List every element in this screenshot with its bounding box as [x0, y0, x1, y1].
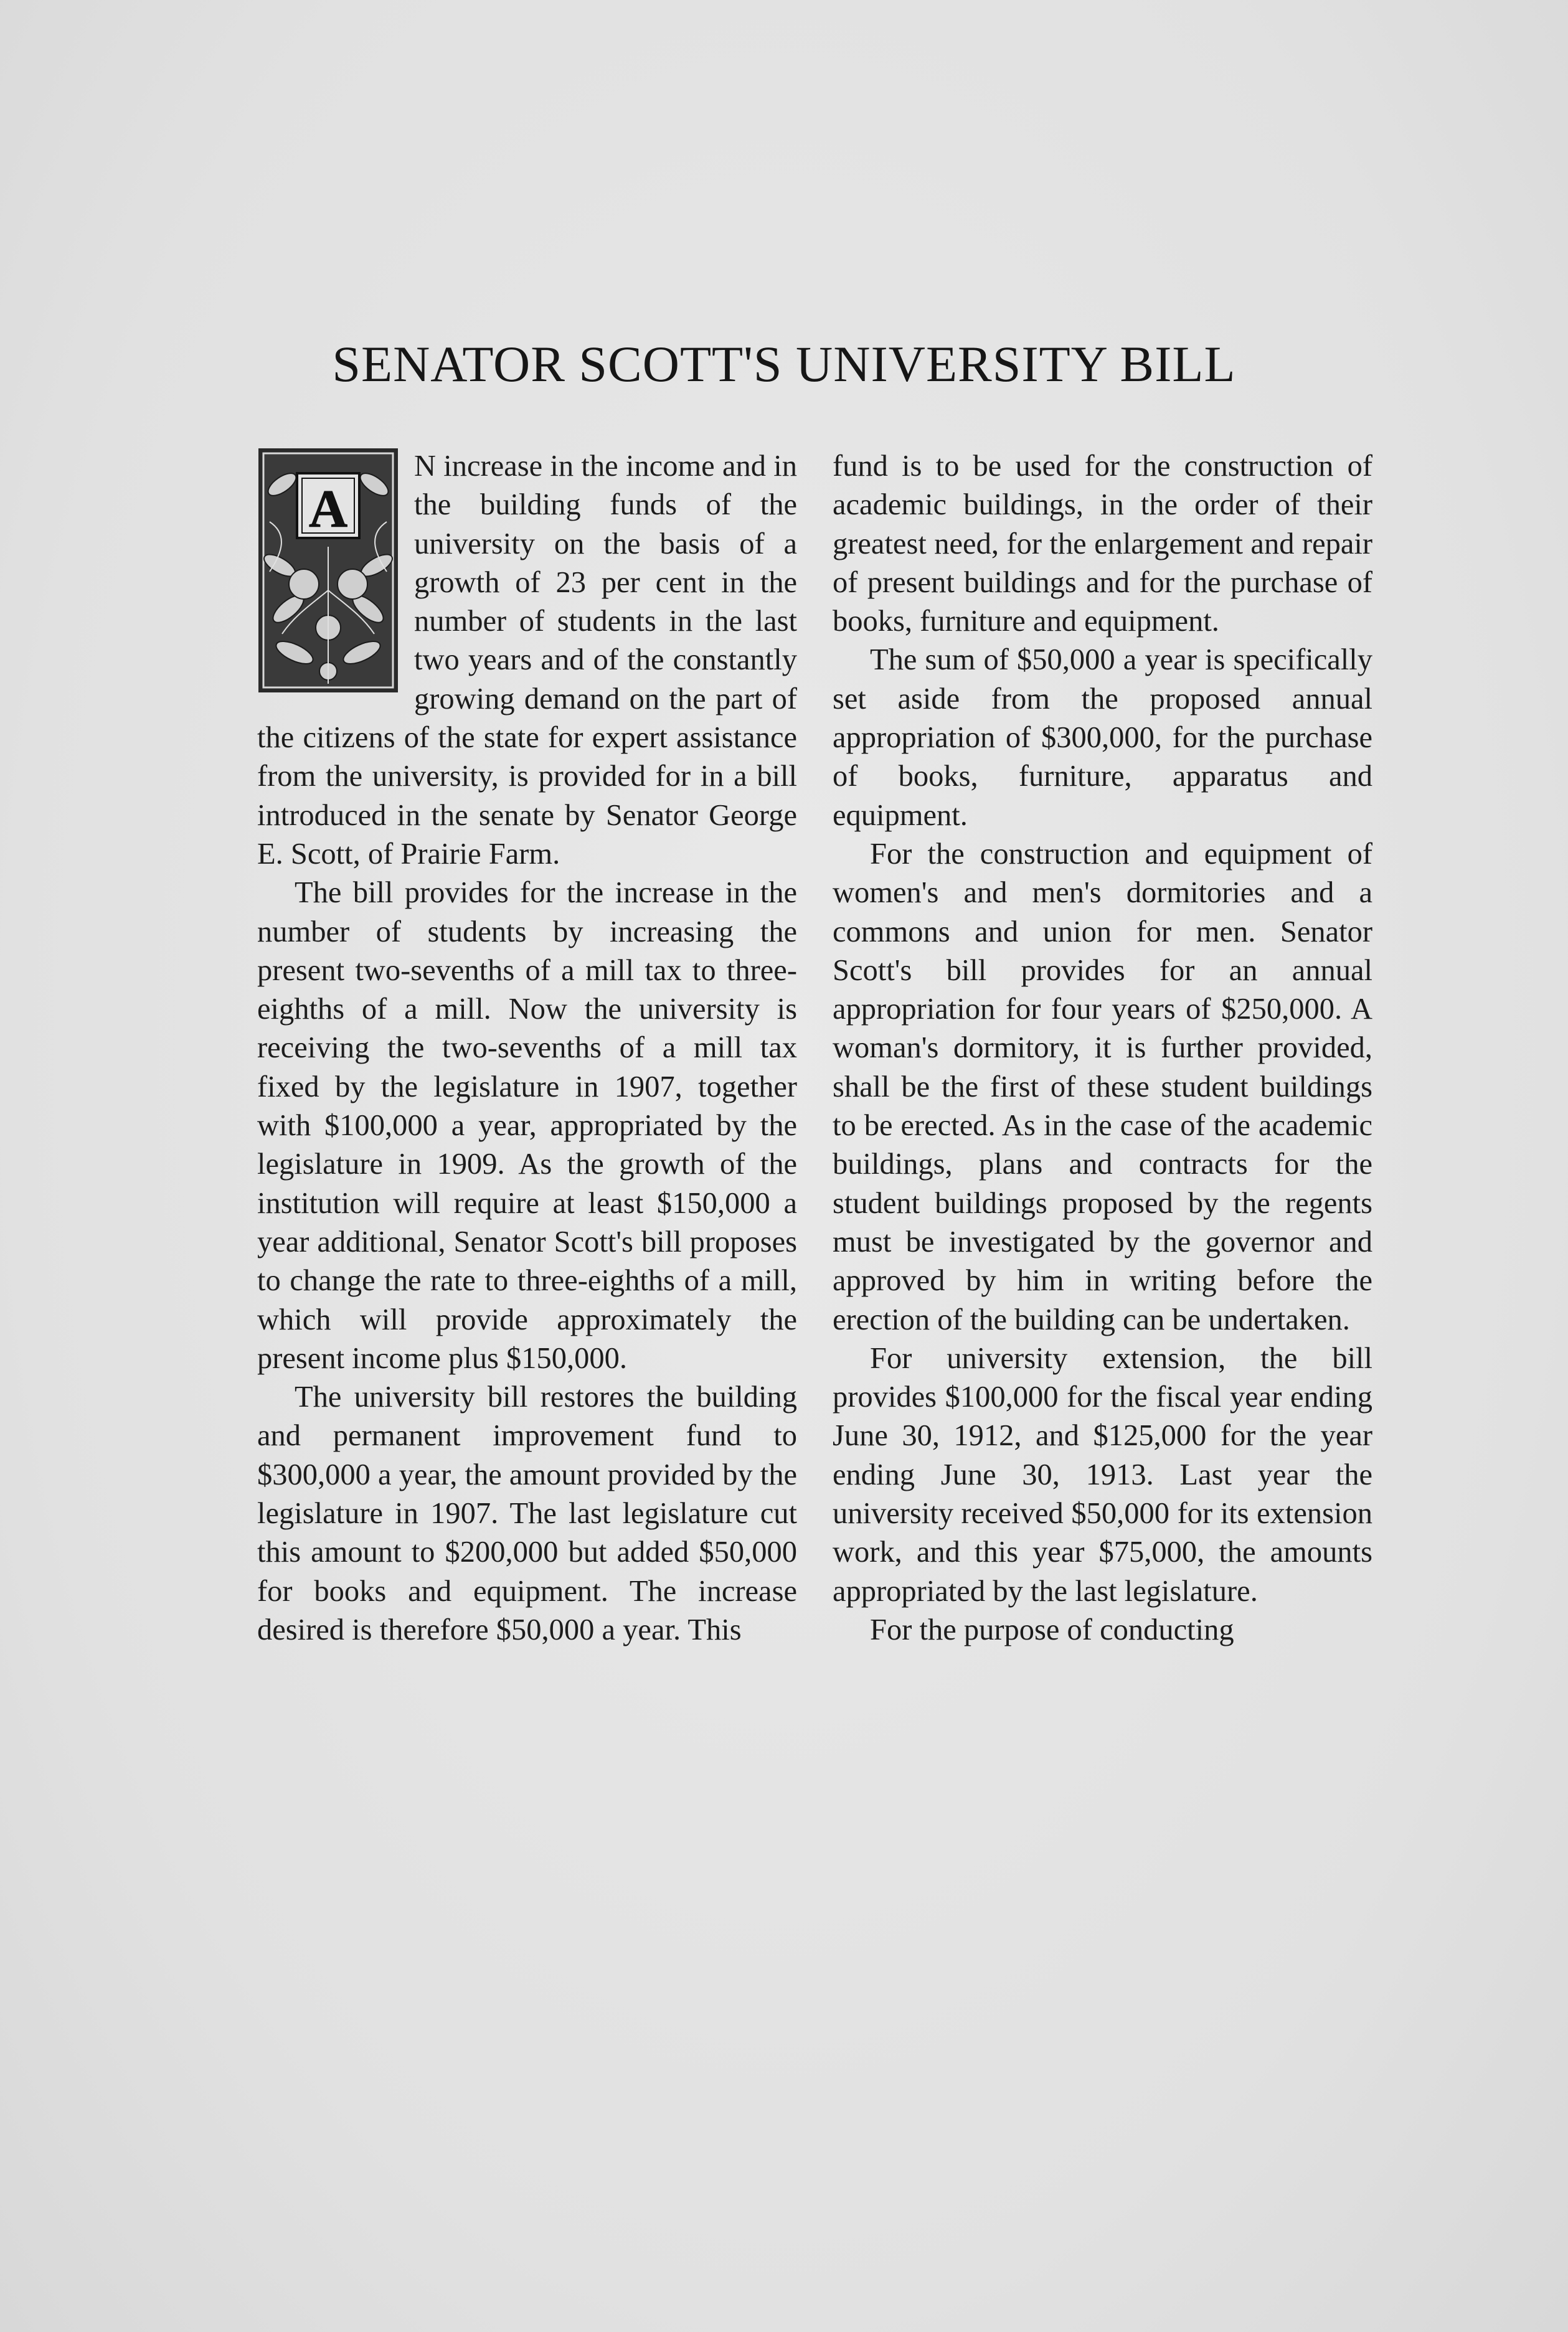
paragraph: fund is to be used for the construction of academic buildings, in the order of their greatest need, for the enlargement and repair of present buildings and for the purchase of books, furniture and equipment.	[833, 450, 1372, 638]
left-column	[257, 447, 797, 1650]
right-column	[833, 447, 1372, 1650]
paragraph: For the construction and equipment of women's and men's dormitories and a commons and union for men. Senator Scott's bill provides for an annual appropriation for four years of $250,000. A woman's dormitory, it is further provided, shall be the first of these student buildings to be erected. As in the case of the academic buildings, plans and contracts for the student buildings proposed by the regents must be investigated by the governor and approved by him in writing before the erection of the building can be undertaken.	[833, 837, 1372, 1336]
paragraph: For the purpose of conducting	[870, 1613, 1234, 1646]
article-title: SENATOR SCOTT'S UNIVERSITY BILL	[332, 336, 1236, 392]
drop-cap-letter: A	[308, 479, 348, 539]
paragraph: The sum of $50,000 a year is specifically set aside from the proposed annual appropriation of $300,000, for the purchase of books, furniture, apparatus and equipment.	[833, 643, 1372, 832]
drop-cap-ornament	[257, 447, 407, 694]
paragraph: The university bill restores the building and permanent improvement fund to $300,000 a year, the amount provided by the legislature in 1907. The last legislature cut this amount to $200,000 but added $50,000 for books and equipment. The increase desired is therefore $50,000 a year. This	[257, 1381, 797, 1646]
paragraph: For university extension, the bill provides $100,000 for the fiscal year ending June 30, 1912, and $125,000 for the year ending June 30, 1913. Last year the university received $50,000 for its extension work, and this year $75,000, the amounts appropriated by the last legislature.	[833, 1341, 1372, 1608]
ornament-illustration	[257, 447, 399, 694]
paragraph: The bill provides for the increase in the number of students by increasing the present two-sevenths of a mill tax to three-eighths of a mill. Now the university is receiving the two-sevenths of a mill tax fixed by the legislature in 1907, together with $100,000 a year, appropriated by the legislature in 1909. As the growth of the institution will require at least $150,000 a year additional, Senator Scott's bill proposes to change the rate to three-eighths of a mill, which will provide approximately the present income plus $150,000.	[257, 876, 797, 1375]
paragraph: N increase in the income and in the building funds of the university on the basis of a growth of 23 per cent in the number of students in the last two years and of the constantly growing demand on the part of the citizens of the state for expert assistance from the university, is provided for in a bill introduced in the senate by Senator George E. Scott, of Prairie Farm.	[257, 450, 797, 871]
